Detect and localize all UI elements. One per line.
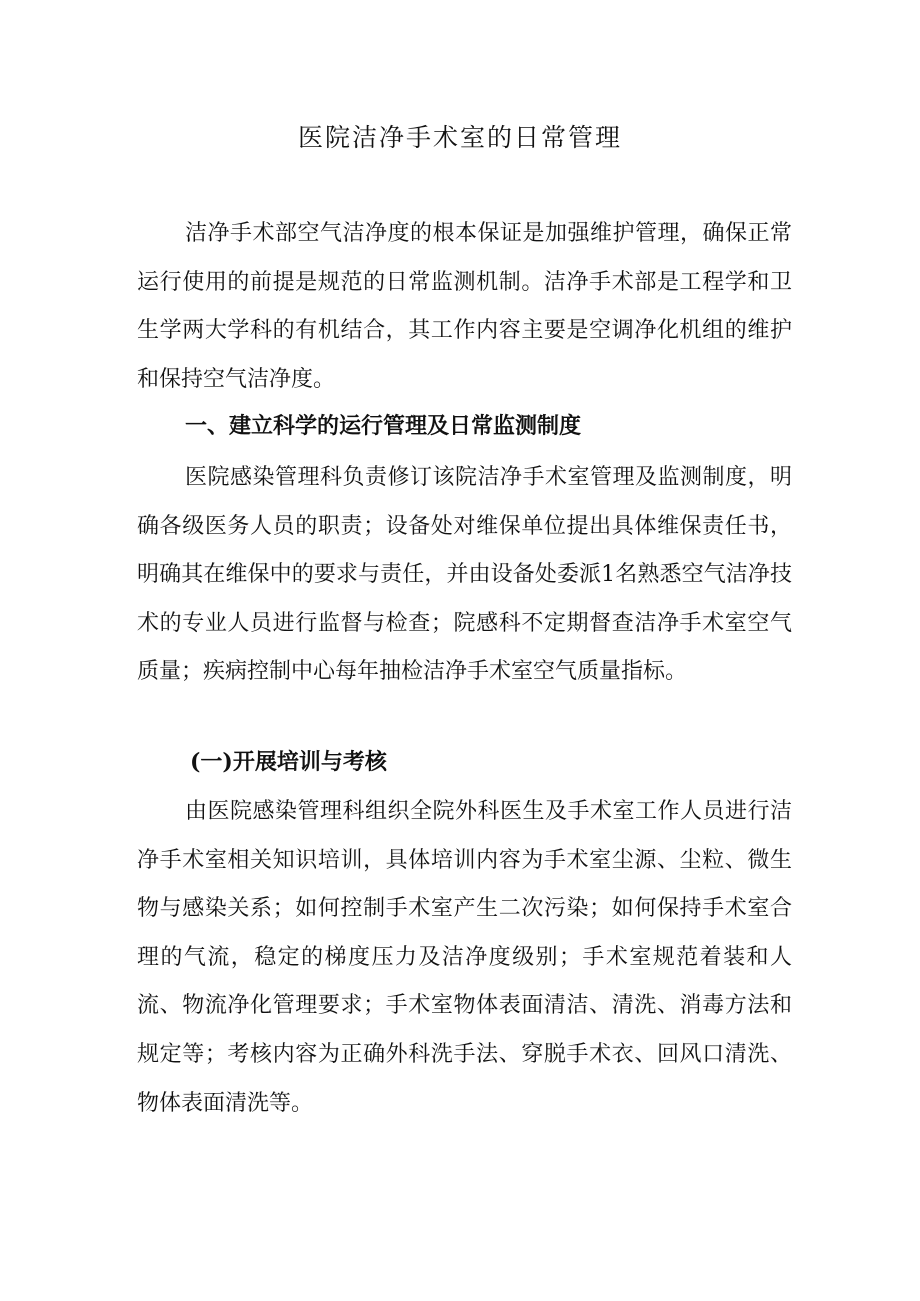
subsection-heading: (一)开展培训与考核: [190, 749, 387, 775]
section-heading: 一、建立科学的运行管理及日常监测制度: [185, 413, 582, 439]
subsection-paragraph: 由医院感染管理科组织全院外科医生及手术室工作人员进行洁净手术室相关知识培训，具体培训内容为手术室尘源、尘粒、微生物与感染关系；如何控制手术室产生二次污染；如何保持手术室合理的气流，稳定的梯度压力及洁净度级别；手术室规范着装和人流、物流净化管理要求；手术室物体表面清洁、清洗、消毒方法和规定等；考核内容为正确外科洗手法、穿脱手术衣、回风口清洗、物体表面清洗等。: [137, 799, 792, 1116]
intro-paragraph: 洁净手术部空气洁净度的根本保证是加强维护管理，确保正常运行使用的前提是规范的日常监测机制。洁净手术部是工程学和卫生学两大学科的有机结合，其工作内容主要是空调净化机组的维护和保持空气洁净度。: [137, 221, 792, 392]
document-title: 医院洁净手术室的日常管理: [297, 123, 622, 152]
section-paragraph: 医院感染管理科负责修订该院洁净手术室管理及监测制度，明确各级医务人员的职责；设备处对维保单位提出具体维保责任书，明确其在维保中的要求与责任，并由设备处委派1名熟悉空气洁净技术的专业人员进行监督与检查；院感科不定期督查洁净手术室空气质量；疾病控制中心每年抽检洁净手术室空气质量指标。: [137, 465, 792, 685]
